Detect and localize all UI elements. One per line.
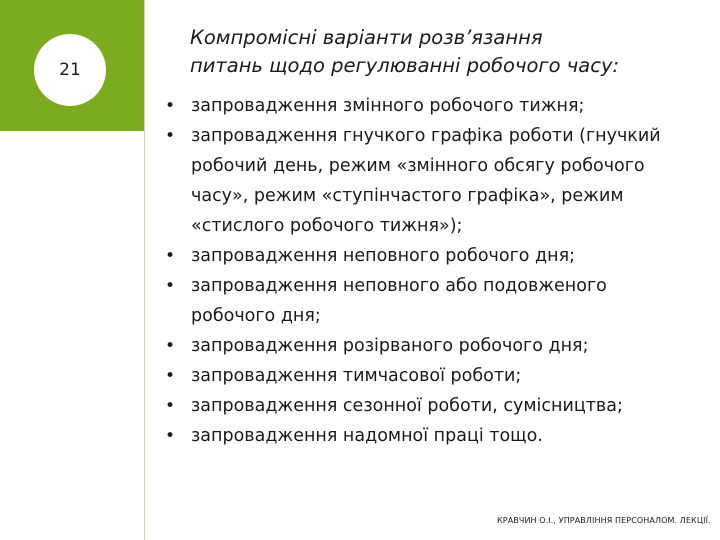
list-item-text-line: запровадження тимчасової роботи;: [191, 366, 522, 386]
list-item-text-line: запровадження неповного або подовженого: [191, 276, 607, 296]
bullet-list: [165, 91, 705, 451]
list-item-text-line: «стислого робочого тижня»);: [191, 216, 463, 236]
bullet-dot-icon: •: [165, 276, 176, 296]
list-item-text-line: запровадження гнучкого графіка роботи (гнучкий: [191, 126, 661, 146]
bullet-dot-icon: •: [165, 426, 176, 446]
list-item-text-line: запровадження неповного робочого дня;: [191, 246, 576, 266]
slide-number-badge: [35, 35, 105, 105]
bullet-dot-icon: •: [165, 126, 176, 146]
list-item-text-line: часу», режим «ступінчастого графіка», режим: [191, 186, 624, 206]
bullet-dot-icon: •: [165, 246, 176, 266]
list-item-text-line: робочий день, режим «змінного обсягу робочого: [191, 156, 645, 176]
slide-number: 21: [59, 60, 81, 80]
slide-title: [190, 24, 700, 80]
list-item: [165, 331, 705, 361]
list-item: [165, 121, 705, 241]
vertical-divider-line: [144, 0, 145, 540]
list-item-text-line: запровадження надомної праці тощо.: [191, 426, 543, 446]
list-item: [165, 361, 705, 391]
list-item-text-line: запровадження змінного робочого тижня;: [191, 96, 585, 116]
list-item: [165, 421, 705, 451]
list-item: [165, 271, 705, 331]
list-item-text-line: запровадження розірваного робочого дня;: [191, 336, 589, 356]
slide-title-line: Компромісні варіанти розв’язання: [190, 26, 543, 49]
bullet-dot-icon: •: [165, 396, 176, 416]
list-item-text-line: запровадження сезонної роботи, сумісництва;: [191, 396, 623, 416]
bullet-dot-icon: •: [165, 336, 176, 356]
bullet-dot-icon: •: [165, 366, 176, 386]
slide-title-line: питань щодо регулюванні робочого часу:: [190, 54, 620, 77]
list-item-text-line: робочого дня;: [191, 306, 321, 326]
list-item: [165, 391, 705, 421]
list-item: [165, 241, 705, 271]
list-item: [165, 91, 705, 121]
bullet-dot-icon: •: [165, 96, 176, 116]
footer-credit: КРАВЧИН О.І., УПРАВЛІННЯ ПЕРСОНАЛОМ. ЛЕКЦІЇ.: [497, 516, 711, 525]
